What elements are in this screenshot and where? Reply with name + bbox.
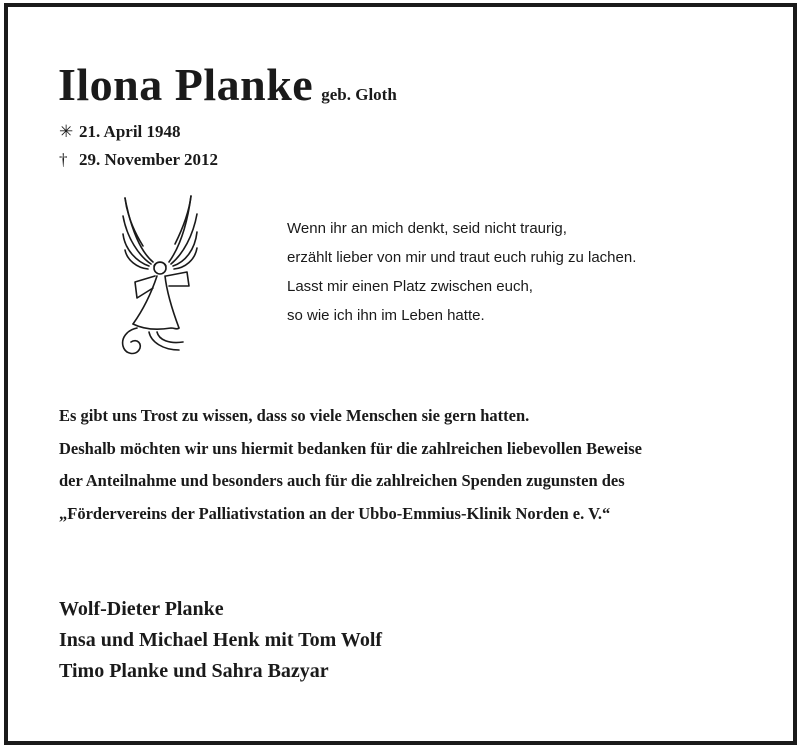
poem-line: Lasst mir einen Platz zwischen euch, xyxy=(287,278,533,295)
poem-line: Wenn ihr an mich denkt, seid nicht traurig, xyxy=(287,220,567,237)
death-date: 29. November 2012 xyxy=(79,150,218,169)
thanks-line: „Fördervereins der Palliativstation an der Ubbo-Emmius-Klinik Norden e. V.“ xyxy=(59,503,611,523)
poem xyxy=(287,214,636,330)
family-signatures xyxy=(59,594,382,687)
deceased-name: Ilona Planke xyxy=(58,59,314,110)
angel-icon xyxy=(113,190,203,360)
thanks-line: Deshalb möchten wir uns hiermit bedanken für die zahlreichen liebevollen Beweise xyxy=(59,438,643,458)
maiden-name: geb. Gloth xyxy=(321,85,397,104)
birth-date-line xyxy=(59,122,181,142)
thanks-line: Es gibt uns Trost zu wissen, dass so viele Menschen sie gern hatten. xyxy=(59,406,530,425)
death-date-line xyxy=(59,150,218,170)
family-member: Insa und Michael Henk mit Tom Wolf xyxy=(59,629,383,651)
birth-date: 21. April 1948 xyxy=(79,122,181,141)
star-icon: ✳ xyxy=(59,122,74,141)
name-line xyxy=(58,58,397,111)
thanks-line: der Anteilnahme und besonders auch für die zahlreichen Spenden zugunsten des xyxy=(59,471,625,490)
poem-line: erzählt lieber von mir und traut euch ruhig zu lachen. xyxy=(287,249,637,266)
poem-line: so wie ich ihn im Leben hatte. xyxy=(287,307,485,324)
family-member: Wolf-Dieter Planke xyxy=(59,598,224,620)
thanks-text xyxy=(59,400,642,530)
cross-icon: † xyxy=(59,150,68,169)
family-member: Timo Planke und Sahra Bazyar xyxy=(59,660,329,682)
